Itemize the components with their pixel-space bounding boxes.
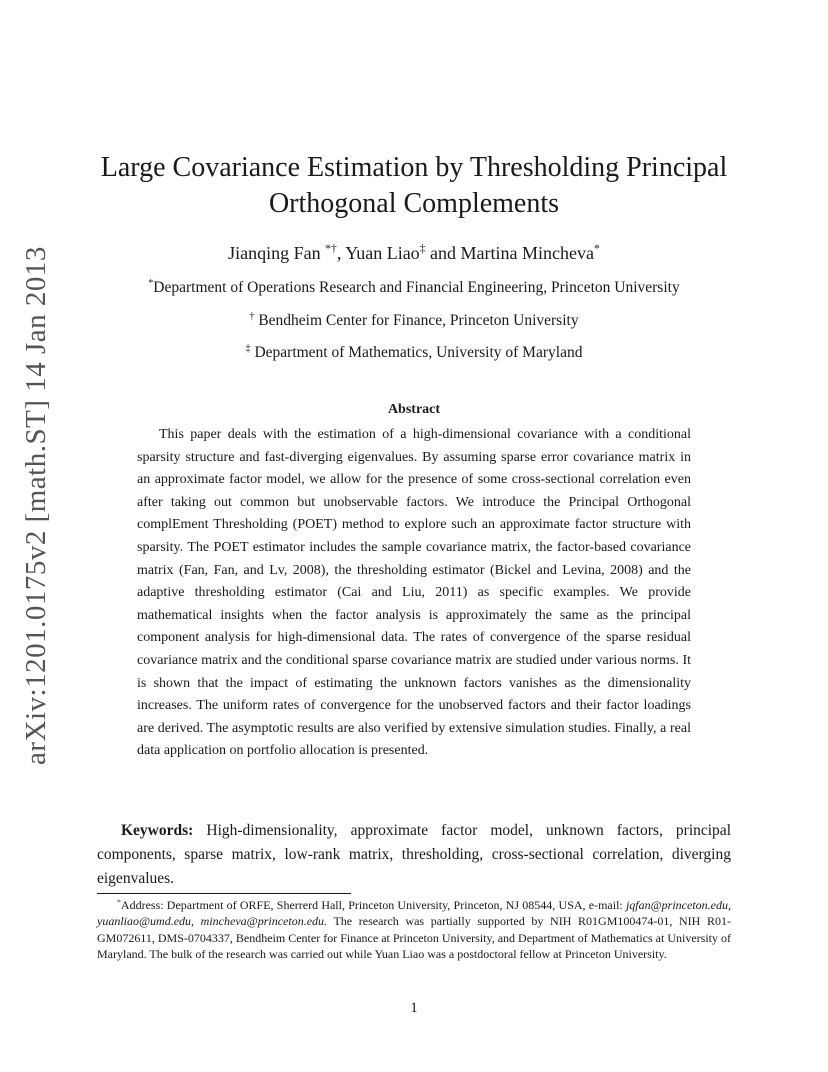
author-list	[90, 240, 738, 266]
affiliation-text: Department of Operations Research and Financial Engineering, Princeton University	[153, 279, 680, 296]
abstract-heading: Abstract	[387, 402, 441, 417]
arxiv-identifier: arXiv:1201.0175v2 [math.ST] 14 Jan 2013	[20, 246, 52, 765]
author-mark: *†	[325, 241, 337, 255]
affiliation-text: Department of Mathematics, University of Maryland	[250, 344, 583, 361]
affiliation-text: Bendheim Center for Finance, Princeton University	[254, 312, 579, 329]
footnote-text: Address: Department of ORFE, Sherrerd Hall, Princeton University, Princeton, NJ 08544, USA, e-mail:	[120, 898, 626, 912]
footnote-mark: *	[117, 897, 121, 907]
affiliation	[90, 277, 738, 299]
affiliation-mark: †	[249, 310, 255, 322]
author-separator: and	[425, 243, 461, 263]
author-name: Jianqing Fan	[228, 243, 321, 263]
keywords-paragraph	[97, 819, 731, 891]
page-number: 1	[410, 1000, 418, 1016]
author-name: Martina Mincheva	[460, 243, 594, 263]
keywords-text: High-dimensionality, approximate factor model, unknown factors, principal components, sparse matrix, low-rank matrix, thresholding, cross-sectional correlation, diverging eigenvalues.	[97, 822, 731, 887]
author-name: Yuan Liao	[345, 243, 420, 263]
keywords-label: Keywords:	[121, 822, 194, 839]
footnote-rule	[97, 893, 351, 894]
affiliation-mark: *	[148, 277, 154, 289]
affiliation	[90, 310, 738, 332]
author-mark: ‡	[419, 241, 426, 255]
footnote-text-continued: The research was partially supported by NIH R01GM100474-01, NIH R01-GM072611, DMS-0704337, Bendheim Center for Finance at Princeton University, and Department of Mathematics at University of Maryland. The bulk of the research was carried out while Yuan Liao was a postdoctoral fellow at Princeton University.	[97, 914, 732, 961]
title-line-2: Orthogonal Complements	[268, 188, 560, 219]
author-mark: *	[593, 241, 600, 255]
affiliation	[90, 342, 738, 364]
footnote	[97, 897, 731, 962]
title-line-1: Large Covariance Estimation by Thresholding Principal	[100, 152, 728, 183]
paper-title	[90, 150, 738, 222]
footnote-emails: jqfan@princeton.edu, yuanliao@umd.edu, mincheva@princeton.edu.	[97, 898, 731, 929]
author-separator: ,	[336, 243, 346, 263]
abstract-text: This paper deals with the estimation of a high-dimensional covariance with a conditional sparsity structure and fast-diverging eigenvalues. By assuming sparse error covariance matrix in an approximate factor model, we allow for the presence of some cross-sectional correlation even after taking out common but unobservable factors. We introduce the Principal Orthogonal complEment Thresholding (POET) method to explore such an approximate factor structure with sparsity. The POET estimator includes the sample covariance matrix, the factor-based covariance matrix (Fan, Fan, and Lv, 2008), the thresholding estimator (Bickel and Levina, 2008) and the adaptive thresholding estimator (Cai and Liu, 2011) as specific examples. We provide mathematical insights when the factor analysis is approximately the same as the principal component analysis for high-dimensional data. The rates of convergence of the sparse residual covariance matrix and the conditional sparse covariance matrix are studied under various norms. It is shown that the impact of estimating the unknown factors vanishes as the dimensionality increases. The uniform rates of convergence for the unobserved factors and their factor loadings are derived. The asymptotic results are also verified by extensive simulation studies. Finally, a real data application on portfolio allocation is presented.	[137, 427, 691, 759]
abstract-body	[137, 424, 691, 763]
affiliation-mark: ‡	[245, 342, 251, 354]
